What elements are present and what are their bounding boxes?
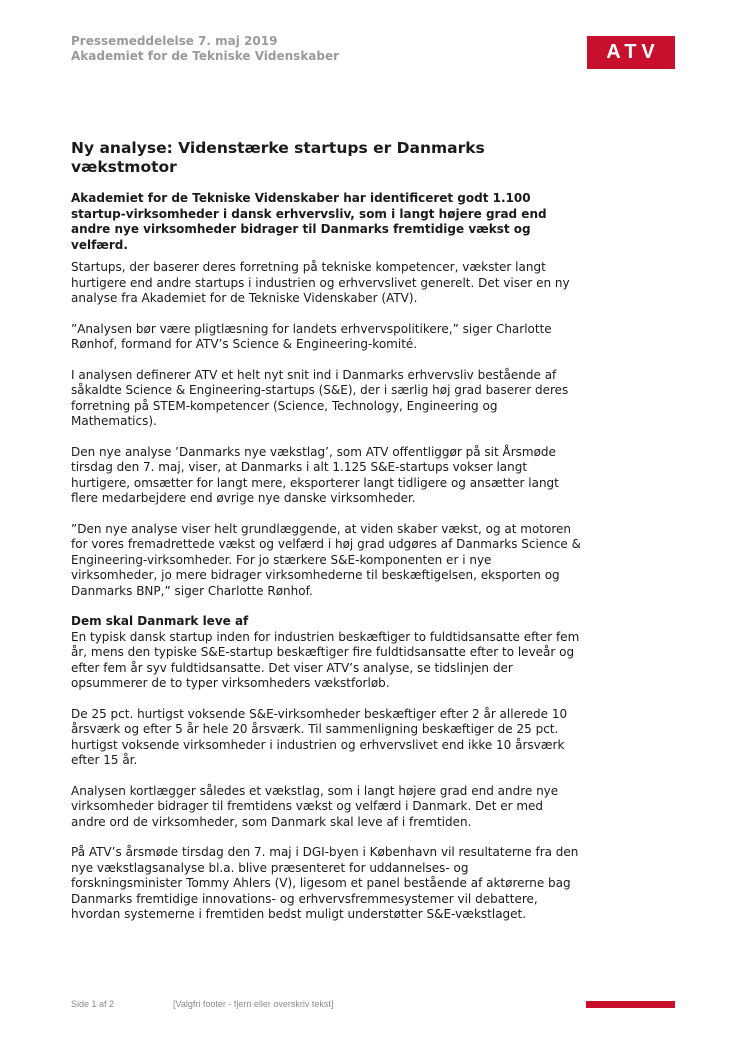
page-number: Side 1 af 2 bbox=[71, 999, 115, 1009]
footer-placeholder-text: [Valgfri footer - fjern eller overskriv tekst] bbox=[173, 999, 334, 1009]
paragraph: ”Den nye analyse viser helt grundlæggende, at viden skaber vækst, og at motoren for vores fremadrettede vækst og velfærd i høj grad udgøres af Danmarks Science & Engineering-virksomheder. For jo stærkere S&E-komponenten er i nye virksomheder, jo mere bidrager virksomhederne til beskæftigelsen, eksporten og Danmarks BNP,” siger Charlotte Rønhof. bbox=[71, 521, 581, 598]
article-title: Ny analyse: Videnstærke startups er Danmarks vækstmotor bbox=[71, 139, 485, 176]
paragraph: I analysen definerer ATV et helt nyt snit ind i Danmarks erhvervsliv bestående af såkaldte Science & Engineering-startups (S&E), der i særlig høj grad baserer deres forretning på STEM-kompetencer (Science, Technology, Engineering og Mathematics). bbox=[71, 367, 569, 428]
document-header bbox=[71, 34, 339, 64]
article-body bbox=[71, 260, 581, 938]
header-date: Pressemeddelelse 7. maj 2019 bbox=[71, 34, 278, 48]
section-subheading: Dem skal Danmark leve af bbox=[71, 614, 249, 628]
header-organization: Akademiet for de Tekniske Videnskaber bbox=[71, 49, 340, 63]
footer-accent-bar bbox=[586, 1001, 675, 1008]
paragraph: En typisk dansk startup inden for industrien beskæftiger to fuldtidsansatte efter fem år, mens den typiske S&E-startup beskæftiger fire fuldtidsansatte efter to leveår og efter fem år syv fuldtidsansatte. Det viser ATV’s analyse, se tidslinjen der opsummerer de to typer virksomheders vækstforløb. bbox=[71, 629, 580, 690]
paragraph: Startups, der baserer deres forretning på tekniske kompetencer, vækster langt hurtigere end andre startups i industrien og erhvervslivet generelt. Det viser en ny analyse fra Akademiet for de Tekniske Videnskaber (ATV). bbox=[71, 260, 570, 305]
paragraph: Den nye analyse ’Danmarks nye vækstlag’, som ATV offentliggør på sit Årsmøde tirsdag den 7. maj, viser, at Danmarks i alt 1.125 S&E-startups vokser langt hurtigere, omsætter for langt mere, eksporterer langt tidligere og ansætter langt flere medarbejdere end øvrige nye danske virksomheder. bbox=[71, 444, 559, 505]
paragraph: På ATV’s årsmøde tirsdag den 7. maj i DGI-byen i København vil resultaterne fra den nye vækstlagsanalyse bl.a. blive præsenteret for uddannelses- og forskningsminister Tommy Ahlers (V), ligesom et panel bestående af aktørerne bag Danmarks fremtidige innovations- og erhvervsfremmesystemer vil debattere, hvordan systemerne i fremtiden bedst muligt understøtter S&E-vækstlaget. bbox=[71, 845, 579, 921]
article-lead: Akademiet for de Tekniske Videnskaber har identificeret godt 1.100 startup-virksomheder i dansk erhvervsliv, som i langt højere grad end andre nye virksomheder bidrager til Danmarks fremtidige vækst og velfærd. bbox=[71, 191, 547, 252]
paragraph: De 25 pct. hurtigst voksende S&E-virksomheder beskæftiger efter 2 år allerede 10 årsværk og efter 5 år hele 20 årsværk. Til sammenligning beskæftiger de 25 pct. hurtigst voksende virksomheder i industrien og erhvervslivet end ikke 10 årsværk efter 15 år. bbox=[71, 706, 568, 767]
paragraph: ”Analysen bør være pligtlæsning for landets erhvervspolitikere,” siger Charlotte Rønhof, formand for ATV’s Science & Engineering-komité. bbox=[71, 321, 552, 351]
paragraph: Analysen kortlægger således et vækstlag, som i langt højere grad end andre nye virksomheder bidrager til fremtidens vækst og velfærd i Danmark. Det er med andre ord de virksomheder, som Danmark skal leve af i fremtiden. bbox=[71, 783, 559, 829]
atv-logo: ATV bbox=[587, 36, 675, 69]
